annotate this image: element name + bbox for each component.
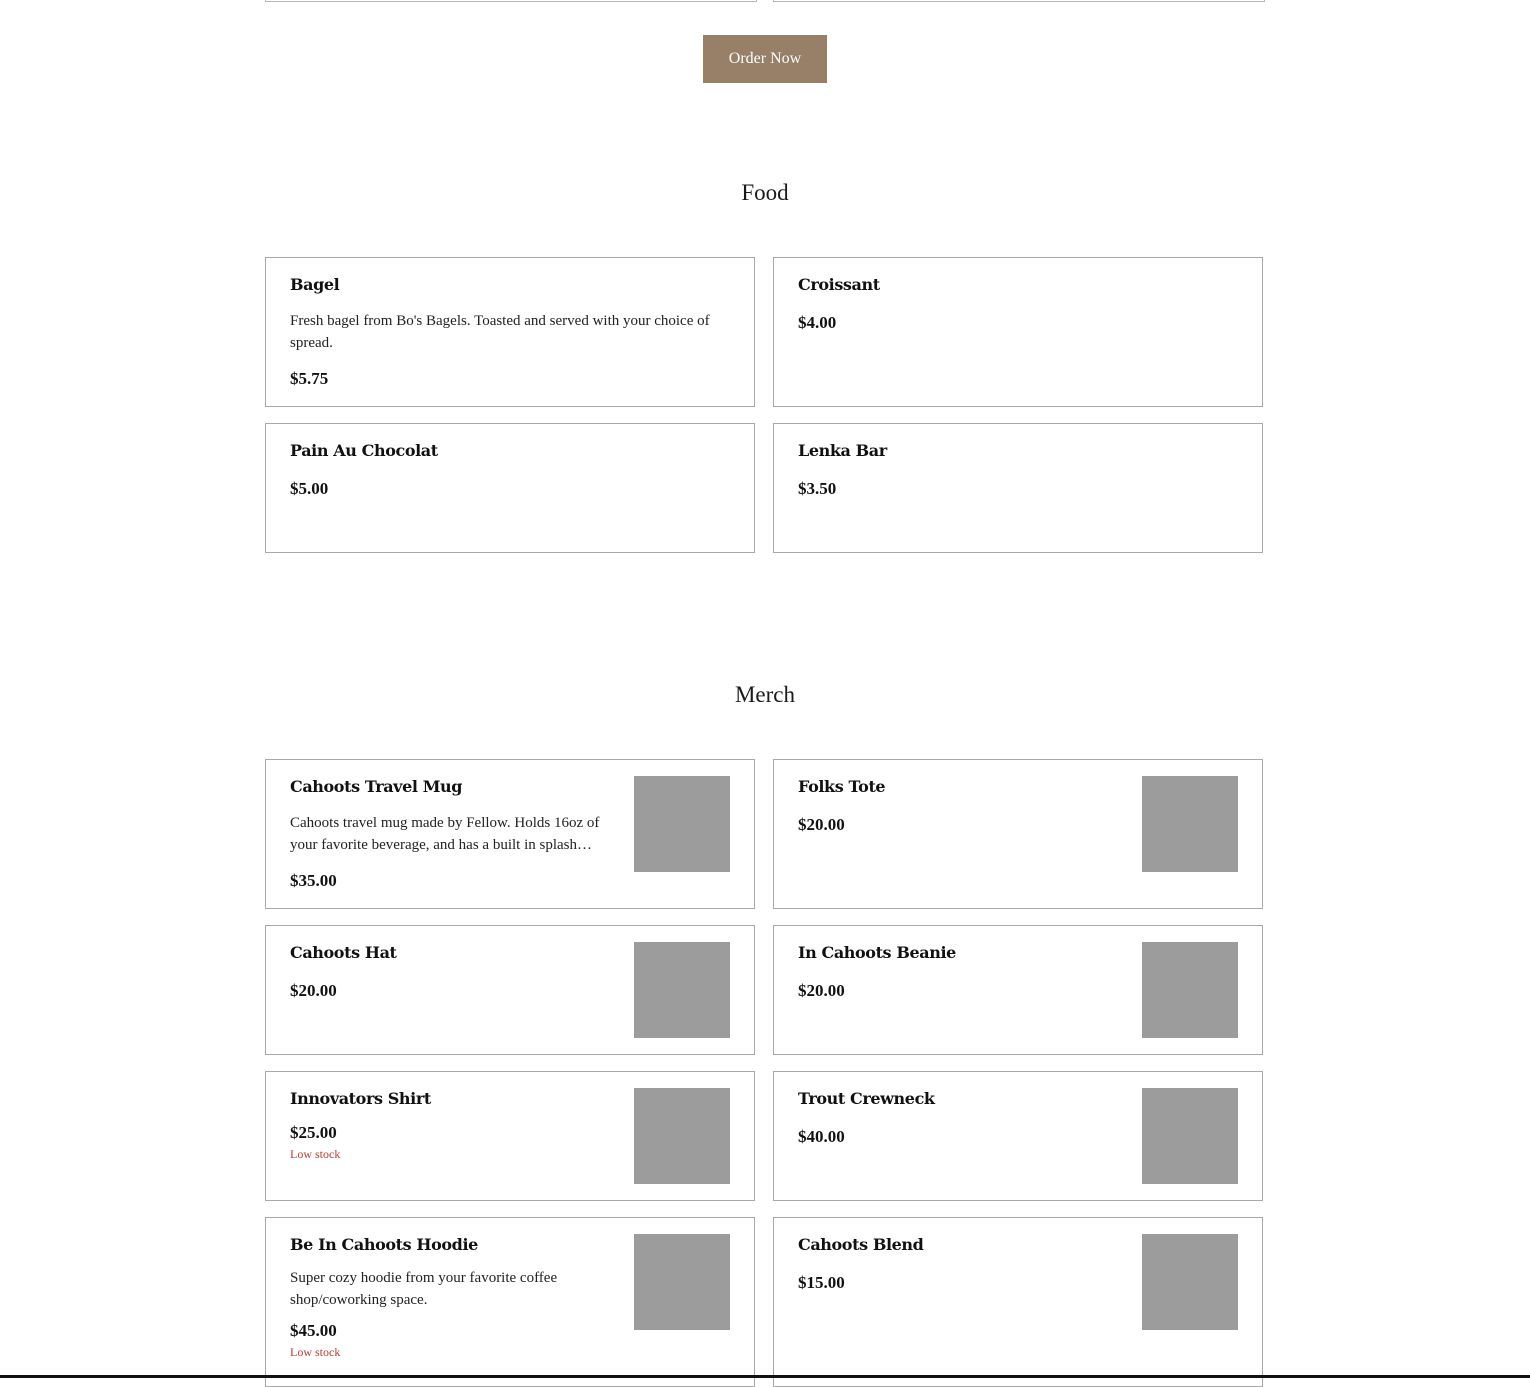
previous-card-right[interactable] [773, 0, 1265, 2]
food-card-croissant[interactable] [773, 257, 1263, 407]
item-price: $20.00 [798, 981, 845, 1000]
item-name: Croissant [798, 275, 880, 294]
item-price: $40.00 [798, 1127, 845, 1146]
item-name: Trout Crewneck [798, 1089, 935, 1108]
item-name: Be In Cahoots Hoodie [290, 1235, 478, 1254]
merch-card-cahoots-blend[interactable] [773, 1217, 1263, 1387]
item-name: Folks Tote [798, 777, 886, 796]
product-image [634, 1234, 730, 1330]
item-description: Cahoots travel mug made by Fellow. Holds 16oz of your favorite beverage, and has a built in splash… [290, 815, 600, 853]
item-price: $15.00 [798, 1273, 845, 1292]
previous-section-cards [265, 0, 1265, 3]
product-image [634, 942, 730, 1038]
product-image [1142, 776, 1238, 872]
item-price: $5.75 [290, 369, 329, 388]
product-image [634, 1088, 730, 1184]
item-description: Fresh bagel from Bo's Bagels. Toasted and served with your choice of spread. [290, 313, 710, 351]
food-section-title: Food [741, 180, 789, 205]
merch-card-travel-mug[interactable] [265, 759, 755, 909]
item-name: Cahoots Travel Mug [290, 777, 463, 796]
food-card-bagel[interactable] [265, 257, 755, 407]
merch-card-innovators-shirt[interactable] [265, 1071, 755, 1201]
item-name: Cahoots Blend [798, 1235, 924, 1254]
item-price: $45.00 [290, 1321, 337, 1340]
item-price: $35.00 [290, 871, 337, 890]
merch-card-folks-tote[interactable] [773, 759, 1263, 909]
merch-card-hoodie[interactable] [265, 1217, 755, 1387]
merch-card-cahoots-hat[interactable] [265, 925, 755, 1055]
low-stock-label: Low stock [290, 1345, 341, 1359]
item-price: $4.00 [798, 313, 837, 332]
item-name: Pain Au Chocolat [290, 441, 438, 460]
item-description: Super cozy hoodie from your favorite coffee shop/coworking space. [290, 1270, 558, 1308]
product-image [1142, 942, 1238, 1038]
merch-section-title: Merch [734, 682, 796, 707]
item-price: $20.00 [290, 981, 337, 1000]
merch-card-trout-crewneck[interactable] [773, 1071, 1263, 1201]
item-name: Lenka Bar [798, 441, 887, 460]
product-image [1142, 1088, 1238, 1184]
item-name: In Cahoots Beanie [798, 943, 956, 962]
item-price: $5.00 [290, 479, 329, 498]
low-stock-label: Low stock [290, 1147, 341, 1161]
food-card-lenka-bar[interactable] [773, 423, 1263, 553]
product-image [1142, 1234, 1238, 1330]
item-name: Innovators Shirt [290, 1089, 431, 1108]
item-price: $25.00 [290, 1123, 337, 1142]
item-price: $3.50 [798, 479, 837, 498]
food-card-pain-au-chocolat[interactable] [265, 423, 755, 553]
merch-card-beanie[interactable] [773, 925, 1263, 1055]
item-name: Bagel [290, 275, 340, 294]
product-image [634, 776, 730, 872]
previous-card-left[interactable] [265, 0, 757, 2]
item-price: $20.00 [798, 815, 845, 834]
order-now-button[interactable]: Order Now [703, 35, 827, 83]
item-name: Cahoots Hat [290, 943, 397, 962]
